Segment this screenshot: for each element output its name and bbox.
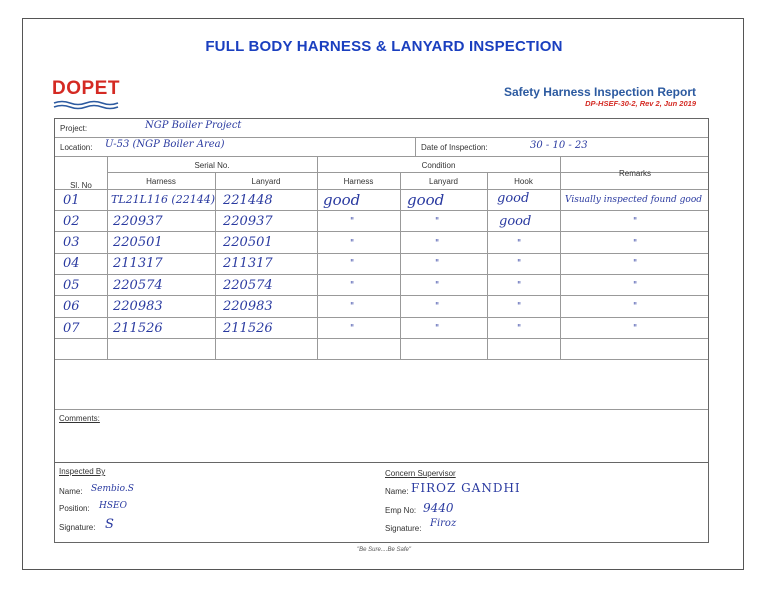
slide-title: FULL BODY HARNESS & LANYARD INSPECTION [205,38,563,55]
divider [55,338,708,339]
row-3-sl: 03 [63,235,80,250]
divider [55,253,708,254]
row-1-sl: 01 [63,193,80,208]
row-2-cond-lanyard: " [435,217,440,227]
company-logo [52,78,132,112]
row-7-lanyard: 211526 [223,321,273,336]
row-3-cond-lanyard: " [435,239,440,249]
divider [55,359,708,360]
row-5-lanyard: 220574 [223,278,273,293]
row-3-lanyard: 220501 [223,235,273,250]
project-label: Project: [60,124,88,133]
date-label: Date of Inspection: [421,143,488,152]
divider [107,156,108,359]
divider [55,231,708,232]
col-harness: Harness [146,177,176,186]
col-cond-harness: Harness [343,177,374,186]
row-5-sl: 05 [63,278,80,293]
divider [55,137,708,138]
report-title: Safety Harness Inspection Report [503,85,696,99]
row-1-harness: TL21L116 (22144) [111,193,216,206]
row-6-cond-lanyard: " [435,302,440,312]
divider [55,409,708,410]
col-sl-no: Sl. No [70,181,92,190]
row-2-sl: 02 [63,214,80,229]
supervisor-name: FIROZ GANDHI [411,481,521,495]
row-1-lanyard: 221448 [223,193,273,208]
col-cond-lanyard: Lanyard [429,177,458,186]
row-1-cond-harness: good [323,191,361,209]
col-condition: Condition [421,161,456,170]
inspector-name-label: Name: [59,487,83,496]
row-6-lanyard: 220983 [223,299,273,314]
supervisor-signature-label: Signature: [385,524,422,533]
inspector-position-label: Position: [59,504,90,513]
divider [487,172,488,359]
row-2-hook: good [499,214,532,229]
col-serial-no: Serial No. [194,161,230,170]
logo-wave-icon [52,100,122,110]
emp-no: 9440 [423,501,454,515]
divider [55,274,708,275]
date-value: 30 - 10 - 23 [530,140,588,151]
divider [55,189,708,190]
row-3-hook: " [517,239,522,249]
inspector-signature: S [105,517,114,532]
divider [55,295,708,296]
row-3-harness: 220501 [113,235,163,250]
col-lanyard: Lanyard [251,177,281,186]
location-label: Location: [60,143,93,152]
inspector-name: Sembio.S [91,484,134,494]
divider [415,137,416,156]
row-1-hook: good [497,191,530,206]
row-7-sl: 07 [63,321,80,336]
row-4-harness: 211317 [113,256,163,271]
row-7-hook: " [517,324,522,334]
row-2-lanyard: 220937 [223,214,273,229]
divider [400,172,401,359]
tagline: "Be Sure....Be Safe" [357,547,411,553]
comments-label: Comments: [59,414,100,423]
divider [55,462,708,463]
row-5-hook: " [517,281,522,291]
row-2-harness: 220937 [113,214,163,229]
row-5-cond-harness: " [350,281,355,291]
row-4-cond-harness: " [350,259,355,269]
report-code: DP-HSEF-30-2, Rev 2, Jun 2019 [585,99,696,108]
row-5-remarks: " [633,281,638,291]
inspector-position: HSEO [99,501,127,511]
inspector-signature-label: Signature: [59,523,96,532]
supervisor-signature: Firoz [430,518,457,529]
logo-text: DOPET [52,78,120,99]
row-4-hook: " [517,259,522,269]
divider [560,156,561,359]
row-4-cond-lanyard: " [435,259,440,269]
row-5-cond-lanyard: " [435,281,440,291]
inspected-by-label: Inspected By [59,467,106,476]
row-6-cond-harness: " [350,302,355,312]
row-1-remarks: Visually inspected found good [565,195,703,205]
inspection-form [54,118,709,543]
col-hook: Hook [514,177,533,186]
row-7-harness: 211526 [113,321,163,336]
row-3-remarks: " [633,239,638,249]
divider [55,210,708,211]
divider [55,156,708,157]
row-4-remarks: " [633,259,638,269]
row-2-cond-harness: " [350,217,355,227]
row-6-remarks: " [633,302,638,312]
row-2-remarks: " [633,217,638,227]
row-6-harness: 220983 [113,299,163,314]
row-6-sl: 06 [63,299,80,314]
row-3-cond-harness: " [350,239,355,249]
row-7-cond-harness: " [350,324,355,334]
row-7-remarks: " [633,324,638,334]
divider [317,156,318,359]
emp-no-label: Emp No: [385,506,417,515]
row-7-cond-lanyard: " [435,324,440,334]
supervisor-name-label: Name: [385,487,409,496]
divider [55,317,708,318]
row-6-hook: " [517,302,522,312]
row-4-lanyard: 211317 [223,256,273,271]
row-4-sl: 04 [63,256,80,271]
supervisor-label: Concern Supervisor [385,469,456,478]
divider [215,172,216,359]
row-1-cond-lanyard: good [407,191,445,209]
project-value: NGP Boiler Project [145,120,242,131]
row-5-harness: 220574 [113,278,163,293]
location-value: U-53 (NGP Boiler Area) [105,139,225,150]
col-remarks: Remarks [618,169,651,178]
